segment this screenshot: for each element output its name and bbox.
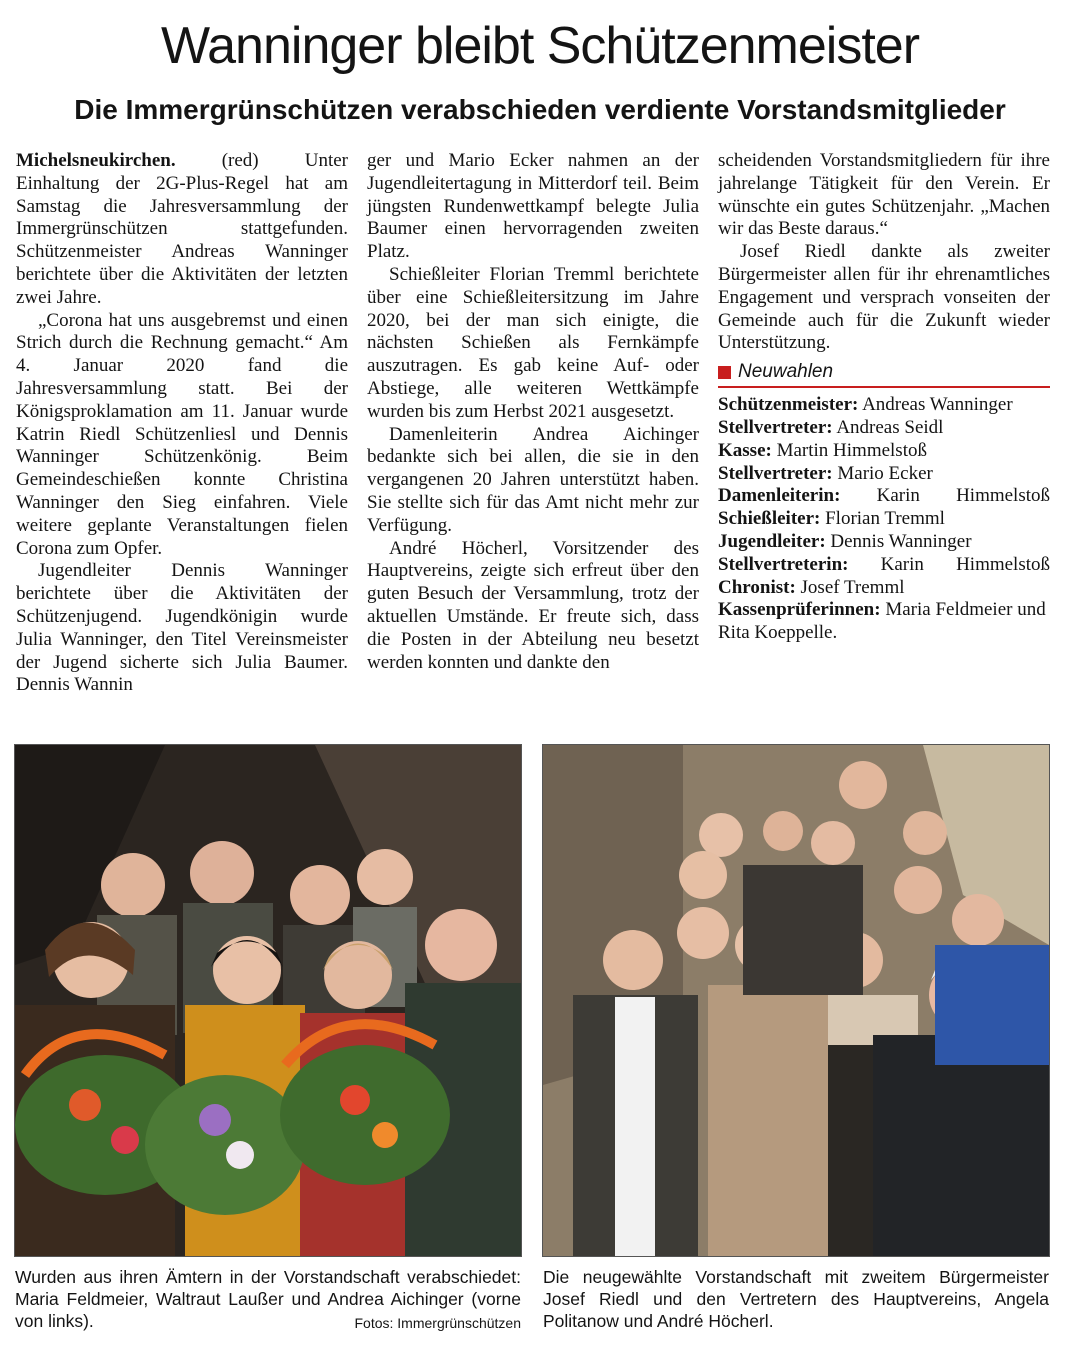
role-label: Kassenprüferinnen:: [718, 599, 881, 621]
role-label: Schützenmeister:: [718, 394, 859, 416]
paragraph: [16, 150, 348, 310]
article-column-3: [718, 150, 1050, 645]
election-entry: [718, 417, 1050, 440]
section-heading-neuwahlen: [718, 361, 1050, 388]
role-label: Jugendleiter:: [718, 530, 826, 552]
person-name: Maria Feldmeier und Rita Koeppelle.: [718, 599, 1046, 644]
election-entry: [718, 531, 1050, 554]
person-name: Josef Tremml: [800, 576, 905, 598]
paragraph: Schießleiter Florian Tremml berichtete über eine Schießleitersitzung im Jahre 2020, bei der man sich einigte, die nächsten Schießen als Fernkämpfe auszutragen. Es gab keine Auf- oder Abstiege, alle weiteren Wettkämpfe wurden bis zum Herbst 2021 ausgesetzt.: [367, 263, 699, 422]
person-name: Andreas Wanninger: [862, 394, 1013, 416]
role-label: Stellvertreter:: [718, 416, 833, 438]
red-square-icon: [718, 366, 731, 379]
group-photo-new-board: [542, 744, 1050, 1257]
person-name: Andreas Seidl: [836, 416, 944, 438]
group-photo-farewell: [14, 744, 522, 1257]
photo-illustration: [15, 745, 521, 1256]
election-entry: [718, 599, 1050, 645]
paragraph: ger und Mario Ecker nahmen an der Jugendleitertagung in Mitterdorf teil. Beim jüngsten Rundenwettkampf belegte Julia Baumer einen hervorragenden zweiten Platz.: [367, 150, 699, 263]
subheadline: Die Immergrünschützen verabschieden verdiente Vorstandsmitglieder: [74, 94, 1006, 125]
paragraph: Jugendleiter Dennis Wanninger berichtete über die Aktivitäten der Schützenjugend. Jugendkönigin wurde Julia Wanninger, den Titel Vereinsmeister der Jugend sicherte sich Julia Baumer. Dennis Wannin: [16, 560, 348, 696]
paragraph: Josef Riedl dankte als zweiter Bürgermeister allen für ihr ehrenamtliches Engagement und versprach vonseiten der Gemeinde auch für die Zukunft wieder Unterstützung.: [718, 241, 1050, 354]
person-name: Karin Himmelstoß: [880, 553, 1051, 575]
article-column-1: [16, 150, 348, 697]
dateline: Michelsneukirchen.: [16, 150, 176, 171]
election-entry: [718, 463, 1050, 486]
paragraph: „Corona hat uns ausgebremst und einen Strich durch die Rechnung gemacht.“ Am 4. Januar 2020 fand die Jahresversammlung statt. Bei der Königsproklamation am 11. Januar wurde Katrin Riedl Schützenliesl und Dennis Wanninger Schützenkönig. Beim Gemeindeschießen konnte Christina Wanninger den Sieg einfahren. Viele weitere geplante Veranstaltungen fielen Corona zum Opfer.: [16, 309, 348, 559]
paragraph-text: (red) Unter Einhaltung der 2G-Plus-Regel hat am Samstag die Jahresversammlung der Immergrünschützen stattgefunden. Schützenmeister Andreas Wanninger berichtete über die Aktivitäten der letzten zwei Jahre.: [16, 150, 348, 308]
election-entry: [718, 485, 1050, 508]
article-column-2: [367, 150, 699, 674]
role-label: Stellvertreter:: [718, 462, 833, 484]
headline: Wanninger bleibt Schützenmeister: [160, 17, 920, 75]
paragraph: Damenleiterin Andrea Aichinger bedankte sich bei allen, die sie in den vergangenen 20 Jahren unterstützt haben. Sie stellte sich für das Amt nicht mehr zur Verfügung.: [367, 423, 699, 536]
photo-illustration: [543, 745, 1049, 1256]
photo-caption-1: Wurden aus ihren Ämtern in der Vorstandschaft verabschiedet: Maria Feldmeier, Waltraut Laußer und Andrea Aichinger (vorne von links).: [15, 1267, 521, 1331]
person-name: Karin Himmelstoß: [876, 485, 1051, 507]
election-results-list: [718, 394, 1050, 645]
election-entry: [718, 440, 1050, 463]
paragraph: scheidenden Vorstandsmitgliedern für ihre jahrelange Tätigkeit für den Verein. Er wünschte ein gutes Schützenjahr. „Machen wir das Beste daraus.“: [718, 150, 1050, 240]
election-entry: [718, 577, 1050, 600]
role-label: Damenleiterin:: [718, 485, 841, 507]
person-name: Florian Tremml: [825, 508, 945, 530]
person-name: Martin Himmelstoß: [776, 439, 927, 461]
paragraph: André Höcherl, Vorsitzender des Hauptvereins, zeigte sich erfreut über den guten Besuch der Versammlung, trotz der aktuellen Umstände. Er freute sich, dass die Posten in der Abteilung neu besetzt werden konnten und dankte den: [367, 537, 699, 673]
election-entry: [718, 508, 1050, 531]
role-label: Kasse:: [718, 439, 772, 461]
section-heading-label: Neuwahlen: [738, 361, 834, 383]
person-name: Mario Ecker: [837, 462, 933, 484]
election-entry: [718, 554, 1050, 577]
person-name: Dennis Wanninger: [830, 530, 972, 552]
role-label: Schießleiter:: [718, 508, 821, 530]
role-label: Stellvertreterin:: [718, 553, 849, 575]
photo-credit: Fotos: Immergrünschützen: [354, 1315, 521, 1331]
photo-caption-2: Die neugewählte Vorstandschaft mit zweitem Bürgermeister Josef Riedl und den Vertretern des Hauptvereins, Angela Politanow und André Höcherl.: [543, 1267, 1049, 1331]
election-entry: [718, 394, 1050, 417]
role-label: Chronist:: [718, 576, 796, 598]
